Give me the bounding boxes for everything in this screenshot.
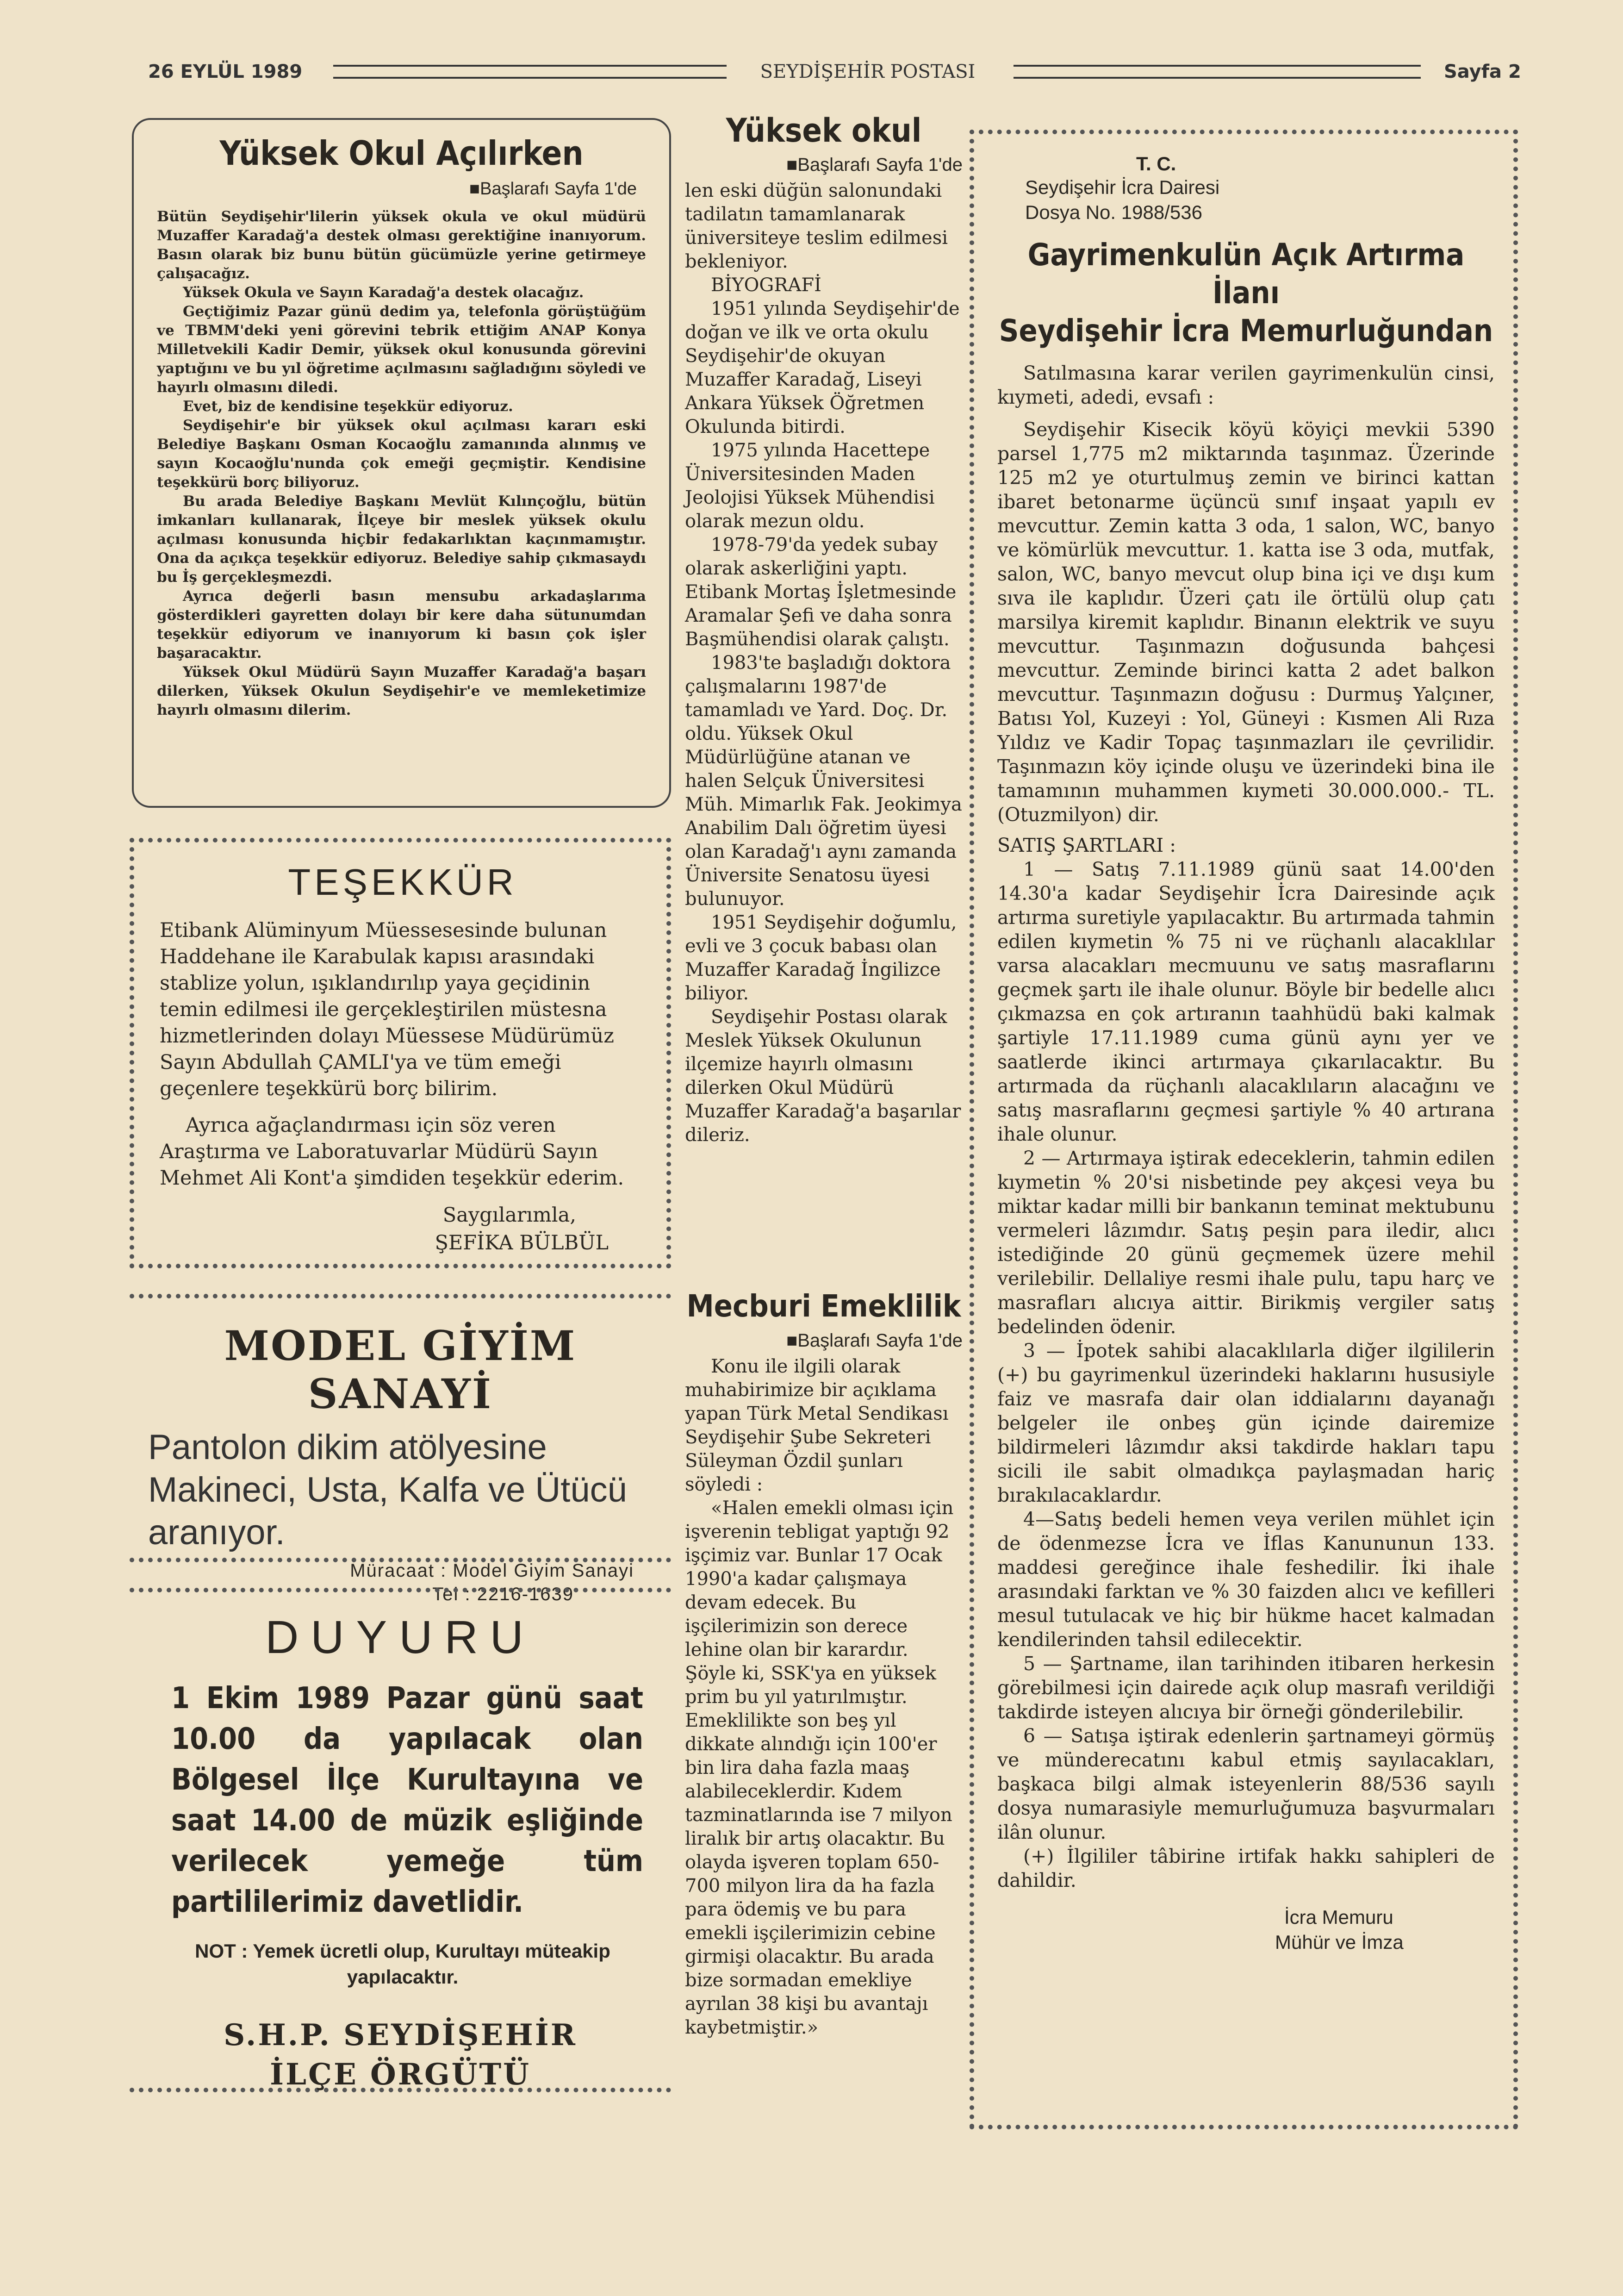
auction-condition: 3 — İpotek sahibi alacaklılarla diğer ilgililerin (+) bu gayrimenkul üzerindeki haklarını hususiyle faiz ve masrafa dair olan iddialarını dayanağı belgeler ile onbeş gün içinde dairemize bildirmeleri lâzımdır aksi takdirde hakları tapu sicili ile sabit olmadıkça paylaşmadan hariç bırakılacaklardır. bbox=[997, 1340, 1495, 1506]
duyuru-signature-2: İLÇE ÖRGÜTÜ bbox=[270, 2057, 531, 2092]
article-mecburi-emeklilik bbox=[685, 1287, 963, 2139]
model-giyim-ad bbox=[130, 1294, 671, 1604]
article-paragraph: Seydişehir'e bir yüksek okul açılması kararı eski Belediye Başkanı Osman Kocaoğlu zamanında alınmış ve sayın Kocaoğlu'nunda çok emeği geçmiştir. Kendisine teşekkürü borç biliyoruz. bbox=[157, 417, 646, 491]
tesekkur-signature: ŞEFİKA BÜLBÜL bbox=[435, 1231, 609, 1254]
auction-condition: (+) İlgililer tâbirine irtifak hakkı sahipleri de dahildir. bbox=[997, 1845, 1495, 1891]
model-ad-phone: Tel : 2216-1639 bbox=[432, 1584, 574, 1604]
duyuru-signature-1: S.H.P. SEYDİŞEHİR bbox=[224, 2018, 577, 2053]
continued-note: ■ Başlarafı Sayfa 1'de bbox=[685, 155, 963, 175]
auction-condition: 5 — Şartname, ilan tarihinden itibaren herkesin görebilmesi için dairede açık olup masrafı verildiği takdirde isteyen alıcıya bir örneği gönderilebilir. bbox=[997, 1653, 1495, 1723]
tesekkur-closing: Saygılarımla, bbox=[442, 1204, 576, 1227]
continued-note: ■ Başlarafı Sayfa 1'de bbox=[685, 1330, 963, 1351]
auction-description: Seydişehir Kisecik köyü köyiçi mevkii 5390 parsel 1,775 m2 miktarında taşınmaz. Üzerinde 125 m2 ye oturtulmuş zemin ve birinci kattan ibaret betonarme üçüncü sınıf inşaat yapılı ev mevcuttur. Zemin katta 3 oda, 1 salon, WC, banyo ve kömürlük mevcuttur. 1. katta ise 3 oda, mutfak, salon, WC, banyo mevcut olup bina içi ve dışı kum sıva ile kaplıdır. Üzeri çatı ile örtülü olup çatı marsilya kiremit kaplıdır. Binanın elektrik ve suyu mevcuttur. Taşınmazın doğusunda bahçesi mevcuttur. Zeminde birinci katta 2 adet balkon mevcuttur. Taşınmazın doğusu : Durmuş Yalçıner, Batısı Yol, Kuzeyi : Yol, Güneyi : Kısmen Ali Rıza Yıldız ve Kadir Topaç taşınmazları ile çevrilidir. Taşınmazın köy içinde oluşu ve üzerindeki bina ile tamamının muhammen kıymeti 30.000.000.- TL. (Otuzmilyon) dir. bbox=[997, 418, 1495, 826]
article-paragraph: len eski düğün salonundaki tadilatın tamamlanarak üniversiteye teslim edilmesi bekleniyor. bbox=[685, 180, 948, 272]
article-paragraph: 1983'te başladığı doktora çalışmalarını 1987'de tamamladı ve Yard. Doç. Dr. oldu. Yüksek Okul Müdürlüğüne atanan ve halen Selçuk Üniversitesi Müh. Mimarlık Fak. Jeokimya Anabilim Dalı öğretim üyesi olan Karadağ'ı aynı zamanda Üniversite Senatosu üyesi bulunuyor. bbox=[685, 652, 962, 910]
auction-condition: 4—Satış bedeli hemen veya verilen mühlet için de ödenmezse İcra ve İflas Kanununun 133. maddesi gereğince ihale feshedilir. İki ihale arasındaki farktan ve % 30 faizden alıcı ve kefilleri mesul tutulacak ve hiç bir hükme hacet kalmadan kendilerinden tahsil edilecektir. bbox=[997, 1508, 1495, 1651]
model-ad-text: Pantolon dikim atölyesine Makineci, Usta, Kalfa ve Ütücü aranıyor. bbox=[148, 1428, 627, 1552]
model-ad-contact: Müracaat : Model Giyim Sanayi bbox=[350, 1560, 634, 1581]
article-paragraph: Yüksek Okul Müdürü Sayın Muzaffer Karadağ'a başarı dilerken, Yüksek Okulun Seydişehir'e ve memleketimize hayırlı olmasını dilerim. bbox=[157, 664, 646, 718]
model-ad-title: MODEL GİYİM SANAYİ bbox=[224, 1322, 577, 1418]
article-title: Yüksek okul bbox=[726, 112, 922, 150]
auction-signature-title: İcra Memuru bbox=[1284, 1906, 1393, 1928]
auction-condition: 1 — Satış 7.11.1989 günü saat 14.00'den 14.30'a kadar Seydişehir İcra Dairesinde açık artırma suretiyle yapılacaktır. Bu artırmada tahmin edilen kıymetin % 75 ni ve rüçhanlı alacaklılar varsa alacakları mecmuunu ve satış masraflarını geçmek şartı ile ihale olunur. Böyle bir bedelle alıcı çıkmazsa en çok artıranın taahhüdü baki kalmak şartiyle 17.11.1989 cuma günü aynı yer ve saatlerde ikinci artırmaya çıkarılacaktır. Bu artırmada da rüçhanlı alacaklıların alacağını ve satış masraflarını geçmesi şartiyle % 40 artırana ihale olunur. bbox=[997, 858, 1495, 1145]
tesekkur-title: TEŞEKKÜR bbox=[288, 861, 517, 903]
duyuru-text: 1 Ekim 1989 Pazar günü saat 10.00 da yapılacak olan Bölgesel İlçe Kurultayına ve saat 14.00 de müzik eşliğinde verilecek yemeğe tüm partililerimiz davetlidir. bbox=[171, 1681, 643, 1919]
bio-heading: BİYOGRAFİ bbox=[711, 275, 821, 296]
issue-date: 26 EYLÜL 1989 bbox=[148, 61, 303, 82]
conditions-heading: SATIŞ ŞARTLARI : bbox=[997, 834, 1176, 856]
article-paragraph: Seydişehir Postası olarak Meslek Yüksek Okulunun ilçemize hayırlı olmasını dilerken Okul Müdürü Muzaffer Karadağ'a başarılar dileriz. bbox=[685, 1006, 961, 1146]
auction-intro: Satılmasına karar verilen gayrimenkulün cinsi, kıymeti, adedi, evsafı : bbox=[997, 362, 1495, 408]
article-paragraph: Yüksek Okula ve Sayın Karadağ'a destek olacağız. bbox=[183, 284, 584, 301]
duyuru-title: DUYURU bbox=[265, 1611, 535, 1663]
article-paragraph: Evet, biz de kendisine teşekkür ediyoruz. bbox=[183, 398, 513, 415]
tesekkur-paragraph: Etibank Alüminyum Müessesesinde bulunan Haddehane ile Karabulak kapısı arasındaki stablize yolun, ışıklandırılıp yaya geçidinin temin edilmesi ile gerçekleştirilen müstesna hizmetlerinden dolayı Müessese Müdürümüz Sayın Abdullah ÇAMLI'ya ve tüm emeği geçenlere teşekkürü borç bilirim. bbox=[160, 919, 614, 1100]
article-paragraph: Geçtiğimiz Pazar günü dedim ya, telefonla görüştüğüm ve TBMM'deki yeni görevini tebrik ettiğim ANAP Konya Milletvekili Kadir Demir, yüksek okul konusunda görevini yaptığını ve bu yıl öğretime açılmasını sağladığını söyledi ve hayırlı olmasını diledi. bbox=[157, 303, 646, 396]
auction-file-no: Dosya No. 1988/536 bbox=[1025, 201, 1202, 223]
auction-office: Seydişehir İcra Dairesi bbox=[1025, 176, 1220, 198]
article-paragraph: «Halen emekli olması için işverenin tebligat yaptığı 92 işçimiz var. Bunlar 17 Ocak 1990'a kadar çalışmaya devam edecek. Bu işçilerimizin son derece lehine olan bir karardır. Şöyle ki, SSK'ya en yüksek prim bu yıl yatırılmıştır. Emeklilikte son beş yıl dikkate alındığı için 100'er bin lira daha fazla maaş alabileceklerdir. Kıdem tazminatlarında ise 7 milyon liralık bir artış olacaktır. Bu olayda işveren toplam 650-700 milyon lira da ha fazla para ödemiş ve bu para emekli işçilerimizin cebine girmişi olacaktır. Bu arada bize sormadan emekliye ayrılan 38 kişi bu avantajı kaybetmiştir.» bbox=[685, 1497, 954, 2038]
auction-signature-stamp: Mühür ve İmza bbox=[1275, 1931, 1404, 1953]
newspaper-name: SEYDİŞEHİR POSTASI bbox=[760, 61, 976, 82]
article-title: Mecburi Emeklilik bbox=[686, 1288, 961, 1324]
article-paragraph: Konu ile ilgili olarak muhabirimize bir açıklama yapan Türk Metal Sendikası Seydişehir Şube Sekreteri Süleyman Özdil şunları söyledi : bbox=[685, 1356, 949, 1495]
article-yuksek-okul-acilirken bbox=[132, 118, 671, 808]
article-paragraph: Ayrıca değerli basın mensubu arkadaşlarıma gösterdikleri gayretten dolayı bir kere daha sütunumdan teşekkür ediyorum ve inanıyorum ki basın çok işler başaracaktır. bbox=[157, 588, 646, 661]
article-paragraph: 1978-79'da yedek subay olarak askerliğini yaptı. Etibank Mortaş İşletmesinde Aramalar Şefi ve daha sonra Başmühendisi olarak çalıştı. bbox=[685, 534, 957, 650]
tesekkur-paragraph: Ayrıca ağaçlandırması için söz veren Araştırma ve Laboratuvarlar Müdürü Sayın Mehmet Ali Kont'a şimdiden teşekkür ederim. bbox=[160, 1114, 624, 1190]
article-paragraph: 1951 yılında Seydişehir'de doğan ve ilk ve orta okulu Seydişehir'de okuyan Muzaffer Karadağ, Liseyi Ankara Yüksek Öğretmen Okulunda bitirdi. bbox=[685, 298, 960, 437]
tesekkur-notice bbox=[130, 838, 671, 1268]
auction-notice bbox=[970, 130, 1518, 2129]
article-yuksek-okul bbox=[685, 111, 963, 1287]
article-paragraph: 1951 Seydişehir doğumlu, evli ve 3 çocuk babası olan Muzaffer Karadağ İngilizce biliyor. bbox=[685, 912, 957, 1004]
auction-title: Gayrimenkulün Açık Artırma İlanı bbox=[1027, 237, 1465, 311]
duyuru-note: NOT : Yemek ücretli olup, Kurultayı müteakip yapılacaktır. bbox=[195, 1940, 610, 1988]
continued-note: ■ Başlarafı Sayfa 1'de bbox=[157, 179, 637, 199]
article-paragraph: Bu arada Belediye Başkanı Mevlüt Kılınçoğlu, bütün imkanları kullanarak, İlçeye bir meslek yüksek okulu açılması konusunda hiçbir fedakarlıktan kaçınmamıştır. Ona da açıkça teşekkür ediyoruz. Belediye sahip çıkmasaydı bu İş gerçekleşmezdi. bbox=[157, 493, 646, 586]
auction-tc: T. C. bbox=[1136, 153, 1176, 175]
auction-condition: 2 — Artırmaya iştirak edeceklerin, tahmin edilen kıymetin % 20'si nisbetinde pey akçesi veya bu miktar kadar milli bir bankanın teminat mektubunu vermeleri lâzımdır. Satış peşin para iledir, alıcı istediğinde 20 günü geçmemek üzere mehil verilebilir. Dellaliye resmi ihale pulu, tapu harç ve masrafları alıcıya aittir. Birikmiş vergiler satış bedelinden ödenir. bbox=[997, 1147, 1495, 1338]
article-paragraph: 1975 yılında Hacettepe Üniversitesinden Maden Jeolojisi Yüksek Mühendisi olarak mezun oldu. bbox=[685, 440, 935, 532]
page-number: Sayfa 2 bbox=[1444, 61, 1521, 82]
duyuru-notice bbox=[130, 1588, 671, 2092]
header-rule-left bbox=[333, 65, 727, 79]
auction-condition: 6 — Satışa iştirak edenlerin şartnameyi görmüş ve münderecatını kabul etmiş sayılacakları, başkaca bilgi almak isteyenlerin 88/536 sayılı dosya numarasiyle memurluğumuza başvurmaları ilân olunur. bbox=[997, 1725, 1495, 1843]
article-title: Yüksek Okul Açılırken bbox=[219, 134, 584, 173]
article-paragraph: Bütün Seydişehir'lilerin yüksek okula ve okul müdürü Muzaffer Karadağ'a destek olması gerektiğine inanıyorum. Basın olarak biz bunu bütün gücümüzle yerine getirmeye çalışacağız. bbox=[157, 208, 646, 282]
header-rule-right bbox=[1014, 65, 1421, 79]
auction-subtitle: Seydişehir İcra Memurluğundan bbox=[999, 313, 1493, 349]
